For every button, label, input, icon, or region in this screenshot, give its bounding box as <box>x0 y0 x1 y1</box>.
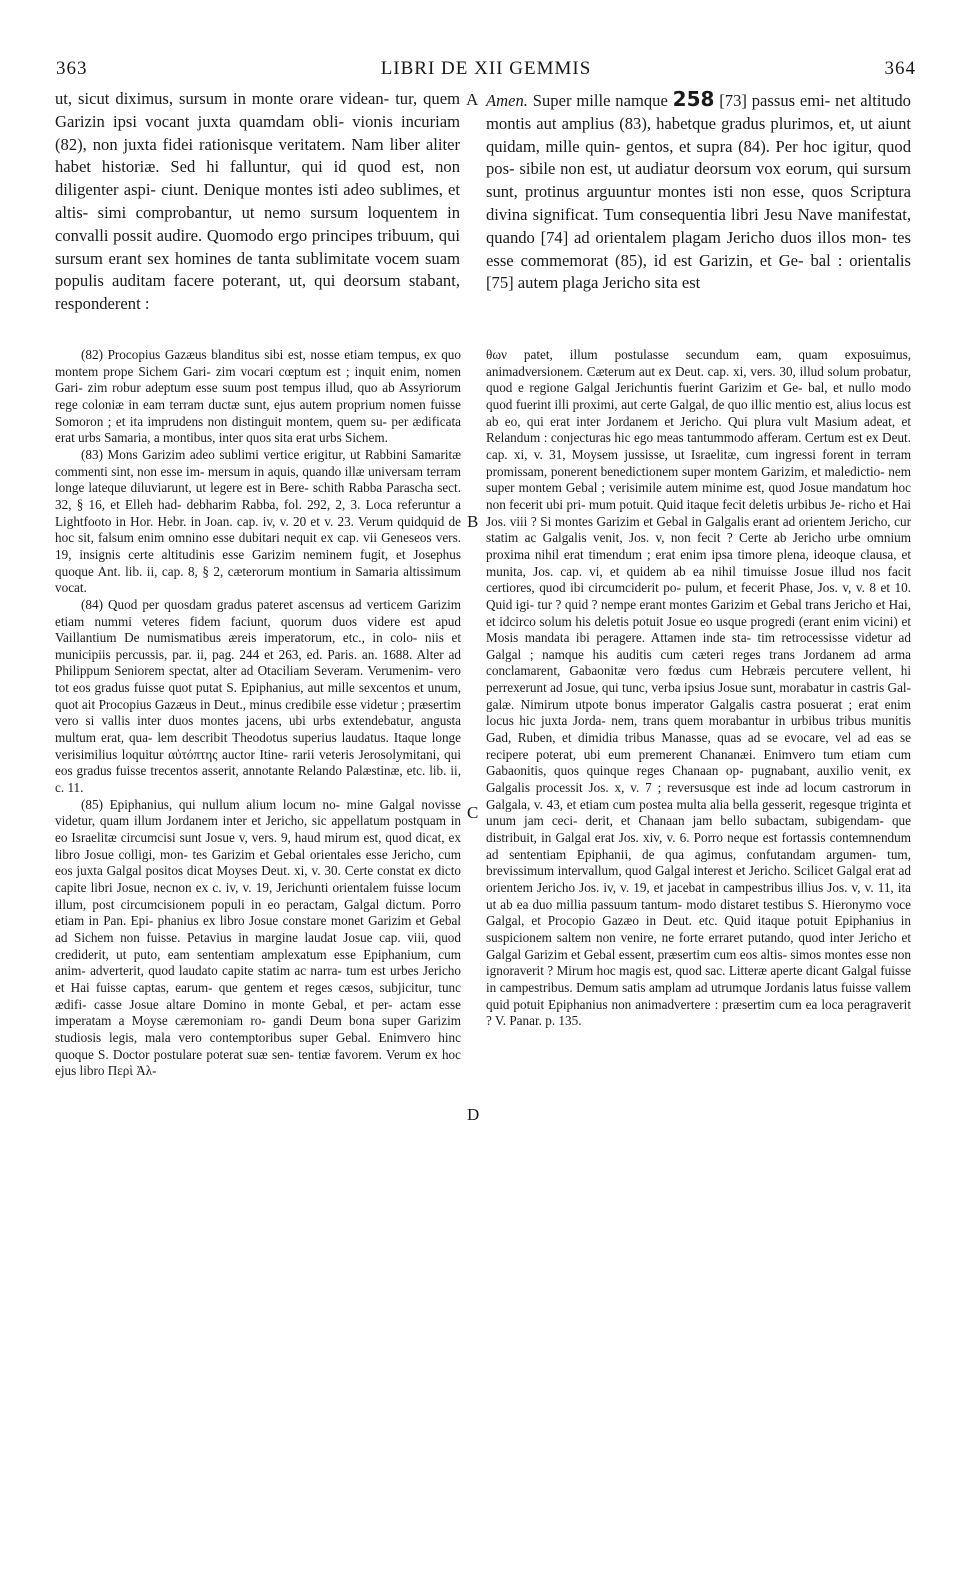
footnotes-right-column <box>486 347 911 1030</box>
page-number-right: 364 <box>884 58 916 79</box>
bold-marginal-number: 258 <box>672 87 715 111</box>
main-text-right-start: Amen. <box>486 91 528 110</box>
main-text-right-rest: [73] passus emi- net altitudo montis aut amplius (83), habetque gradus plurimos, et, ut aiunt quidam, mille quin- gentos, et supra (84). Per hoc igitur, quod pos- sibile non est, ut audiatur deorsum vox eorum, qui sursum sunt, protinus arguuntur montes isti non esse, quos Scriptura divina significat. Tum consequentia libri Jesu Nave manifestat, quando [74] ad orientalem plagam Jericho duos illos mon- tes esse commemorat (85), id est Garizin, et Ge- bal : orientalis [75] autem plaga Jericho sita est <box>486 91 911 293</box>
main-text-right <box>486 88 911 295</box>
margin-marker-c: C <box>467 803 479 822</box>
running-title: LIBRI DE XII GEMMIS <box>380 58 592 79</box>
footnote-85: (85) Epiphanius, qui nullum alium locum no- mine Galgal novisse videtur, quam illum Jordanem inter et Jericho, sic appellatum postquam in eo Israelitæ circumcisi sunt Josue v, vers. 9, haud mirum est, quod dicat, ex libro Josue colligi, mon- tes Garizim et Gebal orientales esse Jericho, cum eos juxta Galgal positos dicat Moyses Deut. xi, v. 30. Certe constat ex dicto capite libri Josue, necnon ex c. iv, v. 19, Jerichunti orientalem fuisse locum illum, post circumcisionem populi in eo peractam, Galgal dictum. Porro etiam in Pan. Epi- phanius ex libro Josue constare monet Garizim et Gebal ad Sichem non fuisse. Petavius in margine laudat Josue cap. viii, quod crediderit, ut puto, eam sententiam amplexatum esse Epiphanium, cum anim- adverterit, quod laudato capite statim ac narra- tum est urbes Jericho et Hai fuisse captas, earum- que gentem et reges cæsos, subjicitur, tunc ædifi- casse Josue altare Domino in monte Gebal, et per- actam esse imperatam a Moyse cæremoniam ro- gandi Deum bona super Garizim studiosis legis, mala vero contemptoribus super Gebal. Enimvero hinc quoque S. Doctor postulare poterat suæ sen- tentiæ favorem. Verum ex hoc ejus libro Περὶ Ἀλ- <box>55 796 461 1079</box>
main-text-left-column <box>55 88 460 316</box>
main-text-left: ut, sicut diximus, sursum in monte orare videan- tur, quem Garizin ipsi vocant juxta quamdam obli- vionis incuriam (82), non juxta fidei rationisque veritatem. Nam liber aliter habet historiæ. Sed hi falluntur, qui id quod est, non diligenter aspi- ciunt. Denique montes isti adeo sublimes, et altis- simi comprobantur, ut nemo sursum loquentem in convalli possit audire. Quomodo ergo principes tribuum, qui sursum erant sex homines de tanta sublimitate vocem suam populis auditam facere poterant, ut, qui deorsum stabant, responderent : <box>55 89 460 314</box>
running-header <box>56 58 916 82</box>
margin-marker-b: B <box>467 512 479 531</box>
footnote-85-continued: θων patet, illum postulasse secundum eam, quam exposuimus, animadversionem. Cæterum aut ex Deut. cap. xi, vers. 30, illud solum probatur, quod e regione Galgal Jerichuntis fuerint Garizim et Ge- bal, et nullo modo quod fuerint illi proximi, aut certe Galgal, de quo illic mentio est, alius locus est ab eo, qui erat inter Jordanem et Jericho. Qui plura vult Masium adeat, et Relandum : conjecturas hic ego meas tantummodo afferam. Certum est ex Deut. cap. xi, v. 31, Moysem jussisse, ut Israelitæ, cum ingressi forent in terram promissam, ponerent benedictionem super montem Garizim, et maledictio- nem super montem Gebal ; verisimile autem minime est, quod Josue mandatum hoc non fecerit ubi pri- mum potuit. Quid itaque fecit deletis urbibus Je- richo et Hai Jos. viii ? Si montes Garizim et Gebal in Galgalis erant ad orientem Jericho, cur statim ac Galgalis venit, Jos. v, non fecit ? Certe ab Jericho urbe omnium proxima nihil erat timendum ; erat enim ipsa timore plena, ideoque clausa, et munita, Jos. cap. vi, et quidem ab ea nihil timuisse Josue illud nos facit certiores, quod ibi circumciderit po- pulum, et fecerit Phase, Jos. v, v. 8 et 10. Quid igi- tur ? quid ? nempe erant montes Garizim et Gebal trans Jericho et Hai, et idcirco solum his deletis potuit Josue eo usque progredi (erant enim vicini) et Mosis mandata ibi peragere. Attamen inde sta- tim retrocessisse videtur ad Galgal ; namque his auditis cum cæteri reges trans Jordanem ad arma conclamarent, Gabaonitæ vero fœdus cum Hebræis percutere vellent, hi perrexerunt ad Josue, qui tunc, verba ipsius Josue sunt, morabatur in castris Gal- galæ. Nimirum utpote bonus imperator Galgalis castra posuerat ; erat enim locus hic juxta Jorda- nem, trans quem morabantur in urbibus tribus munitis Gad, Ruben, et dimidia tribus Manasse, quas ad se evocare, vel ad eas se recipere poterat, ubi eum premerent Chananæi. Enimvero tum etiam cum Gabaonitis, quos quinque reges Chanaan op- pugnabant, auxilio venit, ex Galgalis processit Jos. x, v. 7 ; reversusque est inde ad locum castrorum in Galgala, v. 43, et etiam cum postea multa alia bella gesserit, regesque triginta et unum jam ceci- derit, et Chanaan jam bello subactam, subigendam- que distribuit, in Galgal erat Jos. xiv, v. 6. Porro neque est fortassis contemnendum ad sententiam Epiphanii, de qua agimus, confutandam argumen- tum, brevissimum intervallum, quod Galgal interest et Jericho. Scilicet Galgal erat ad orientem Jericho Jos. iv, v. 19, et jacebat in campestribus illius Jos. v, v. 11, ita ut ab ea duo millia passuum tantum- modo distaret testibus S. Hieronymo voce Galgal, et Procopio Gazæo in Deut. etc. Quid itaque potuit Epiphanius in suspicionem saltem non venire, ne forte erraret putando, quod inter Jericho et Galgal Garizim et Gebal essent, præsertim cum eos altis- simos montes esse non ignoraverit ? Mirum hoc magis est, quod sac. Litteræ aperte dicant Galgal fuisse in campestribus. Demum satis amplam ad utrumque Jordanis latus fuisse vallem quid potuit Epiphanius non animadvertere : præsertim cum ea loca peragraverit ? V. Panar. p. 135. <box>486 347 911 1029</box>
main-text-right-column <box>486 88 911 295</box>
footnotes-left-column <box>55 347 461 1080</box>
page-number-left: 363 <box>56 58 88 79</box>
margin-marker-a: A <box>466 90 479 109</box>
footnote-84: (84) Quod per quosdam gradus pateret ascensus ad verticem Garizim etiam nummi veteres fidem faciunt, quorum duos videre est apud Vaillantium De numismatibus æreis imperatorum, etc., in colo- niis et municipiis percussis, par. ii, pag. 244 et 263, ed. Paris. an. 1688. Alter ad Philippum Seniorem spectat, alter ad Otaciliam Severam. Verumenim- vero tot eos gradus fuisse quot putat S. Epiphanius, aut mille sexcentos et unum, quot ait Procopius Gazæus in Deut., minus credibile esse videtur ; præsertim vero si vallis inter duos montes jacens, ubi urbs extendebatur, angusta multum erat, qua- lem describit Theodotus superius laudatus. Itaque longe verisimilius loquitur αὐτόπτης auctor Itine- rarii veteris Jerosolymitani, qui eos gradus fuisse trecentos asserit, annotante Relando Palæstinæ, etc. lib. ii, c. 11. <box>55 596 461 796</box>
footnote-83: (83) Mons Garizim adeo sublimi vertice erigitur, ut Rabbini Samaritæ commenti sint, non esse im- mersum in aquis, quando illæ universam terram longe lateque diluviarunt, ut legere est in Bere- schith Rabba Parascha sect. 32, § 16, et Elleh had- debharim Rabba, fol. 292, 2, 3. Loca referuntur a Lightfooto in Hor. Hebr. in Joan. cap. iv, v. 20 et v. 23. Verum quidquid de hoc sit, falsum enim omnino esse dubitari nequit ex cap. vii Geneseos vers. 19, insignis certe altitudinis esse Garizim neminem fugit, et Josephus quoque Ant. lib. ii, cap. 8, § 2, cæterorum montium in Samaria altissimum vocat. <box>55 446 461 596</box>
margin-marker-d: D <box>467 1105 480 1124</box>
footnote-82: (82) Procopius Gazæus blanditus sibi est, nosse etiam tempus, ex quo montem prope Sichem Gari- zim vocari cœptum est ; inquit enim, nomen Gari- zim robur adeptum esse suum post tempus illud, quo ab Assyriorum rege coloniæ in eam terram ductæ sunt, ejus autem proprium nomen fuisse Somoron ; et ita imprudens non distinguit montem, quem su- per ædificata erat urbs Samaria, a montibus, inter quos sita erat urbs Sichem. <box>55 347 461 446</box>
main-text-right-pre: Super mille namque <box>532 91 668 110</box>
